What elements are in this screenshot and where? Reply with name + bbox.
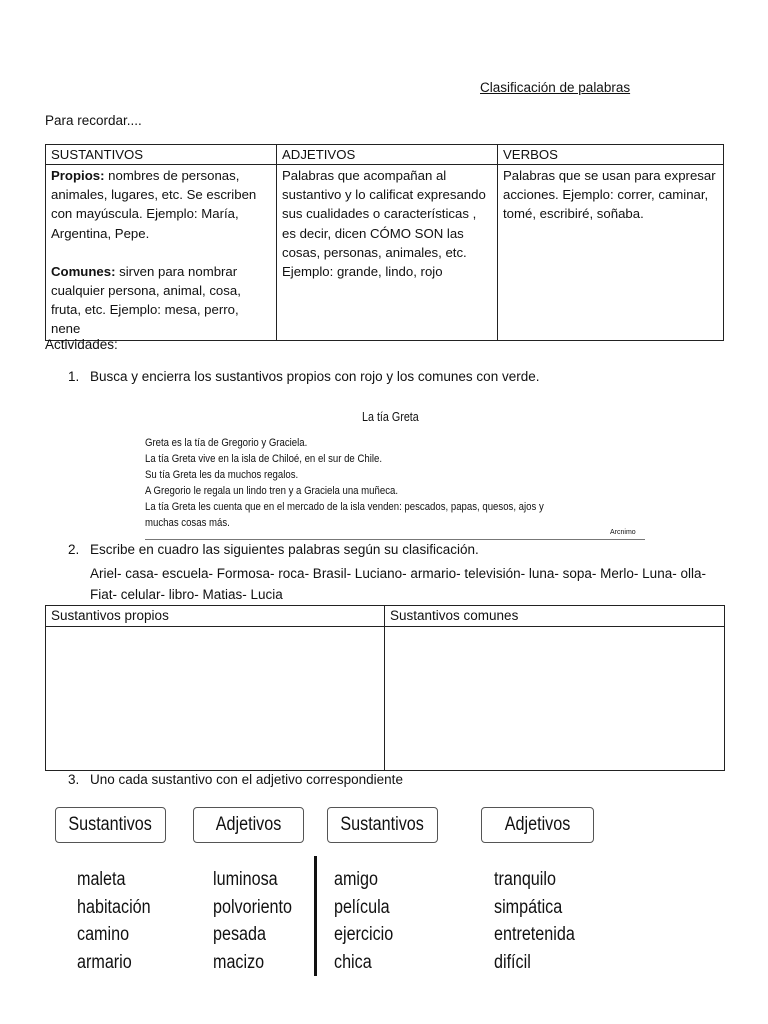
match-word[interactable]: entretenida [494,924,575,945]
header-propios: Sustantivos propios [46,606,385,627]
story-line: Su tía Greta les da muchos regalos. [145,469,299,481]
classification-table [45,605,725,771]
column-adjetivos-2 [494,866,589,976]
match-word[interactable]: amigo [334,869,378,890]
activity-1: 1. Busca y encierra los sustantivos propios con rojo y los comunes con verde. [68,369,540,384]
story-line: A Gregorio le regala un lindo tren y a Graciela una muñeca. [145,485,399,497]
column-divider [314,856,317,976]
page-title: Clasificación de palabras [480,80,631,95]
activity-2: 2. Escribe en cuadro las siguientes palabras según su clasificación. [68,542,479,557]
story-text [145,435,544,531]
match-word[interactable]: película [334,896,390,918]
match-word[interactable]: habitación [77,896,151,918]
header-adjetivos: ADJETIVOS [277,145,498,165]
story-line: Greta es la tía de Gregorio y Graciela. [145,437,308,449]
story-line: muchas cosas más. [145,517,230,529]
match-word[interactable]: ejercicio [334,924,394,945]
match-word[interactable]: macizo [213,951,265,973]
propios-definition: Propios: nombres de personas, animales, lugares, etc. Se escriben con mayúscula. Ejemplo: María, Argentina, Pepe. [51,168,257,241]
header-comunes: Sustantivos comunes [385,606,725,627]
match-word[interactable]: pesada [213,924,266,945]
story-line: La tía Greta vive en la isla de Chiloé, en el sur de Chile. [145,453,382,465]
column-adjetivos-1 [213,866,306,976]
header-verbos: VERBOS [498,145,724,165]
label-adjetivos-1: Adjetivos [193,807,304,843]
answer-cell-comunes[interactable] [385,627,725,771]
story-title: La tía Greta [362,410,419,424]
label-sustantivos-2: Sustantivos [327,807,438,843]
cell-adjetivos: Palabras que acompañan al sustantivo y lo calificat expresando sus cualidades o características , es decir, dicen CÓMO SON las cosas, personas, animales, etc. Ejemplo: grande, lindo, rojo [277,165,498,341]
match-word[interactable]: armario [77,951,132,973]
story-divider [145,539,645,540]
match-word[interactable]: tranquilo [494,869,556,890]
column-sustantivos-2 [334,866,404,976]
word-list: Ariel- casa- escuela- Formosa- roca- Brasil- Luciano- armario- televisión- luna- sopa- Merlo- Luna- olla- Fiat- celular- libro- Matias- Lucia [90,566,706,602]
answer-cell-propios[interactable] [46,627,385,771]
match-word[interactable]: difícil [494,951,531,973]
cell-sustantivos [46,165,277,341]
match-word[interactable]: chica [334,951,372,973]
story-line: La tía Greta les cuenta que en el mercado de la isla venden: pescados, papas, quesos, ajos y [145,501,544,513]
label-adjetivos-2: Adjetivos [481,807,594,843]
match-word[interactable]: camino [77,924,130,945]
match-word[interactable]: maleta [77,869,126,890]
match-word[interactable]: simpática [494,896,563,918]
header-sustantivos: SUSTANTIVOS [46,145,277,165]
label-sustantivos-1: Sustantivos [55,807,166,843]
cell-verbos: Palabras que se usan para expresar acciones. Ejemplo: correr, caminar, tomé, escribiré, soñaba. [498,165,724,341]
activities-heading: Actividades: [45,337,118,352]
activity-3: 3. Uno cada sustantivo con el adjetivo correspondiente [68,772,403,787]
match-word[interactable]: polvoriento [213,896,293,918]
comunes-definition: Comunes: sirven para nombrar cualquier persona, animal, cosa, fruta, etc. Ejemplo: mesa, perro, nene [51,263,241,337]
reminder-heading: Para recordar.... [45,113,142,128]
match-word[interactable]: luminosa [213,869,278,890]
story-signature: Arcnimo [610,529,636,536]
reference-table [45,144,724,341]
column-sustantivos-1 [77,866,164,976]
